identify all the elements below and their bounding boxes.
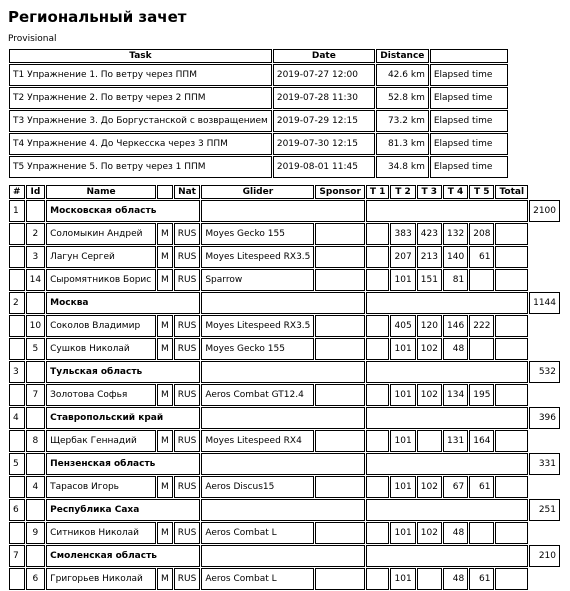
task-date: 2019-07-27 12:00 (273, 64, 375, 86)
pilot-id: 7 (26, 384, 46, 406)
pilot-sex: M (157, 476, 173, 498)
pilot-t1 (366, 384, 390, 406)
region-total: 210 (529, 545, 560, 567)
region-total: 331 (529, 453, 560, 475)
total-header: Total (495, 185, 528, 199)
task-row (9, 110, 508, 132)
pilot-sponsor (315, 476, 365, 498)
empty-cell (366, 545, 528, 567)
date-header: Date (273, 49, 375, 63)
pilot-glider: Aeros Combat L (201, 568, 314, 590)
provisional-status: Provisional (8, 34, 57, 44)
pilot-nat: RUS (174, 338, 201, 360)
pilot-glider: Aeros Discus15 (201, 476, 314, 498)
pilot-t4: 134 (443, 384, 468, 406)
pilot-t5: 222 (469, 315, 494, 337)
empty-cell (201, 292, 365, 314)
task-date: 2019-08-01 11:45 (273, 156, 375, 178)
empty-cell (26, 545, 46, 567)
task-name: T3 Упражнение 3. До Боргустанской с возвращением (9, 110, 272, 132)
pilot-sex: M (157, 246, 173, 268)
pilot-sex: M (157, 269, 173, 291)
tasks-header-row (9, 49, 508, 63)
empty-cell (26, 361, 46, 383)
empty-cell (9, 315, 25, 337)
pilot-sponsor (315, 522, 365, 544)
pilot-id: 10 (26, 315, 46, 337)
id-header: Id (26, 185, 46, 199)
pilot-sex: M (157, 430, 173, 452)
pilot-nat: RUS (174, 522, 201, 544)
task-row (9, 156, 508, 178)
pilot-t3: 102 (417, 476, 442, 498)
region-row (9, 200, 560, 222)
pilot-name: Григорьев Николай (46, 568, 156, 590)
pilot-t1 (366, 476, 390, 498)
empty-cell (201, 361, 365, 383)
pilot-row (9, 476, 560, 498)
pilot-name: Ситников Николай (46, 522, 156, 544)
task-distance: 34.8 km (376, 156, 429, 178)
pilot-t4: 48 (443, 522, 468, 544)
pilot-row (9, 315, 560, 337)
pilot-row (9, 430, 560, 452)
pilot-t1 (366, 315, 390, 337)
pilot-t5 (469, 522, 494, 544)
pilot-name: Лагун Сергей (46, 246, 156, 268)
empty-cell (26, 499, 46, 521)
task-name: T1 Упражнение 1. По ветру через ППМ (9, 64, 272, 86)
pilot-t4: 131 (443, 430, 468, 452)
pilot-sponsor (315, 223, 365, 245)
pilot-sponsor (315, 315, 365, 337)
empty-cell (9, 430, 25, 452)
page-title: Региональный зачет (8, 8, 187, 26)
empty-cell (366, 407, 528, 429)
pilot-row (9, 269, 560, 291)
pilot-t1 (366, 246, 390, 268)
region-row (9, 499, 560, 521)
pilot-row (9, 522, 560, 544)
region-rank: 4 (9, 407, 25, 429)
pilot-glider: Moyes Gecko 155 (201, 338, 314, 360)
region-total: 251 (529, 499, 560, 521)
t4-header: T 4 (443, 185, 468, 199)
t3-header: T 3 (417, 185, 442, 199)
pilot-nat: RUS (174, 223, 201, 245)
sex-header (157, 185, 173, 199)
region-row (9, 545, 560, 567)
pilot-t3: 151 (417, 269, 442, 291)
region-name: Смоленская область (46, 545, 200, 567)
empty-cell (201, 453, 365, 475)
pilot-id: 2 (26, 223, 46, 245)
type-header (430, 49, 508, 63)
t5-header: T 5 (469, 185, 494, 199)
pilot-total (495, 338, 528, 360)
pilot-nat: RUS (174, 430, 201, 452)
pilot-name: Соломыкин Андрей (46, 223, 156, 245)
pilot-row (9, 338, 560, 360)
t2-header: T 2 (390, 185, 415, 199)
pilot-name: Золотова Софья (46, 384, 156, 406)
pilot-id: 9 (26, 522, 46, 544)
task-type: Elapsed time (430, 64, 508, 86)
pilot-row (9, 223, 560, 245)
pilot-id: 5 (26, 338, 46, 360)
pilot-t5: 164 (469, 430, 494, 452)
pilot-id: 14 (26, 269, 46, 291)
task-name: T2 Упражнение 2. По ветру через 2 ППМ (9, 87, 272, 109)
pilot-id: 8 (26, 430, 46, 452)
pilot-t5 (469, 338, 494, 360)
pilot-t3: 120 (417, 315, 442, 337)
task-row (9, 133, 508, 155)
pilot-sponsor (315, 430, 365, 452)
pilot-t2: 101 (390, 430, 415, 452)
task-date: 2019-07-29 12:15 (273, 110, 375, 132)
region-name: Москва (46, 292, 200, 314)
empty-cell (366, 292, 528, 314)
task-type: Elapsed time (430, 133, 508, 155)
empty-cell (9, 246, 25, 268)
pilot-sex: M (157, 568, 173, 590)
pilot-t1 (366, 430, 390, 452)
pilot-t2: 101 (390, 476, 415, 498)
pilot-nat: RUS (174, 568, 201, 590)
task-distance: 52.8 km (376, 87, 429, 109)
region-name: Тульская область (46, 361, 200, 383)
task-type: Elapsed time (430, 110, 508, 132)
pilot-t1 (366, 338, 390, 360)
pilot-total (495, 246, 528, 268)
pilot-name: Соколов Владимир (46, 315, 156, 337)
pilot-sex: M (157, 384, 173, 406)
region-total: 532 (529, 361, 560, 383)
pilot-sex: M (157, 315, 173, 337)
t1-header: T 1 (366, 185, 390, 199)
pilot-t4: 48 (443, 568, 468, 590)
pilot-t5: 61 (469, 568, 494, 590)
task-date: 2019-07-30 12:15 (273, 133, 375, 155)
task-distance: 42.6 km (376, 64, 429, 86)
pilot-t5: 208 (469, 223, 494, 245)
empty-cell (26, 292, 46, 314)
pilot-id: 6 (26, 568, 46, 590)
pilot-total (495, 476, 528, 498)
pilot-glider: Aeros Combat L (201, 522, 314, 544)
pilot-t4: 132 (443, 223, 468, 245)
pilot-sponsor (315, 338, 365, 360)
task-header: Task (9, 49, 272, 63)
empty-cell (201, 407, 365, 429)
pilot-t3 (417, 430, 442, 452)
region-total: 2100 (529, 200, 560, 222)
pilot-nat: RUS (174, 269, 201, 291)
sponsor-header: Sponsor (315, 185, 365, 199)
empty-cell (9, 223, 25, 245)
empty-cell (26, 453, 46, 475)
task-date: 2019-07-28 11:30 (273, 87, 375, 109)
region-rank: 6 (9, 499, 25, 521)
pilot-t5 (469, 269, 494, 291)
pilot-total (495, 522, 528, 544)
pilot-t2: 101 (390, 338, 415, 360)
pilot-sponsor (315, 269, 365, 291)
pilot-sponsor (315, 568, 365, 590)
region-row (9, 361, 560, 383)
region-row (9, 453, 560, 475)
pilot-t3: 102 (417, 522, 442, 544)
pilot-sponsor (315, 246, 365, 268)
pilot-row (9, 246, 560, 268)
region-total: 396 (529, 407, 560, 429)
task-distance: 81.3 km (376, 133, 429, 155)
pilot-row (9, 384, 560, 406)
pilot-total (495, 384, 528, 406)
pilot-glider: Moyes Gecko 155 (201, 223, 314, 245)
name-header: Name (46, 185, 156, 199)
region-row (9, 292, 560, 314)
pilot-nat: RUS (174, 315, 201, 337)
pilot-t3: 213 (417, 246, 442, 268)
results-table (8, 184, 561, 591)
pilot-total (495, 223, 528, 245)
pilot-t2: 101 (390, 568, 415, 590)
task-type: Elapsed time (430, 156, 508, 178)
pilot-glider: Aeros Combat GT12.4 (201, 384, 314, 406)
pilot-glider: Sparrow (201, 269, 314, 291)
task-name: T5 Упражнение 5. По ветру через 1 ППМ (9, 156, 272, 178)
region-rank: 7 (9, 545, 25, 567)
empty-cell (201, 499, 365, 521)
pilot-t4: 140 (443, 246, 468, 268)
pilot-t4: 67 (443, 476, 468, 498)
region-name: Ставропольский край (46, 407, 200, 429)
pilot-t2: 383 (390, 223, 415, 245)
empty-cell (9, 568, 25, 590)
glider-header: Glider (201, 185, 314, 199)
region-rank: 3 (9, 361, 25, 383)
pilot-total (495, 430, 528, 452)
pilot-sex: M (157, 338, 173, 360)
region-rank: 5 (9, 453, 25, 475)
empty-cell (201, 545, 365, 567)
pilot-nat: RUS (174, 476, 201, 498)
pilot-t2: 101 (390, 522, 415, 544)
pilot-id: 4 (26, 476, 46, 498)
region-name: Московская область (46, 200, 200, 222)
pilot-nat: RUS (174, 384, 201, 406)
distance-header: Distance (376, 49, 429, 63)
pilot-glider: Moyes Litespeed RX3.5 (201, 246, 314, 268)
pilot-t1 (366, 269, 390, 291)
empty-cell (9, 338, 25, 360)
region-rank: 1 (9, 200, 25, 222)
pilot-nat: RUS (174, 246, 201, 268)
pilot-id: 3 (26, 246, 46, 268)
pilot-t2: 101 (390, 384, 415, 406)
empty-cell (201, 200, 365, 222)
pilot-t1 (366, 568, 390, 590)
results-body (9, 200, 560, 590)
pilot-t1 (366, 522, 390, 544)
pilot-t2: 101 (390, 269, 415, 291)
pilot-row (9, 568, 560, 590)
pilot-name: Тарасов Игорь (46, 476, 156, 498)
empty-cell (9, 476, 25, 498)
rank-header: # (9, 185, 25, 199)
pilot-t4: 48 (443, 338, 468, 360)
tasks-table (8, 48, 509, 179)
empty-cell (366, 361, 528, 383)
pilot-name: Щербак Геннадий (46, 430, 156, 452)
pilot-t3: 102 (417, 384, 442, 406)
pilot-total (495, 315, 528, 337)
pilot-t4: 81 (443, 269, 468, 291)
empty-cell (26, 200, 46, 222)
pilot-sex: M (157, 223, 173, 245)
results-header-row (9, 185, 560, 199)
empty-cell (9, 522, 25, 544)
empty-cell (366, 499, 528, 521)
pilot-t1 (366, 223, 390, 245)
empty-cell (366, 200, 528, 222)
pilot-total (495, 568, 528, 590)
region-name: Республика Саха (46, 499, 200, 521)
region-row (9, 407, 560, 429)
pilot-t2: 405 (390, 315, 415, 337)
pilot-t5: 61 (469, 246, 494, 268)
empty-cell (366, 453, 528, 475)
nat-header: Nat (174, 185, 201, 199)
pilot-glider: Moyes Litespeed RX3.5 (201, 315, 314, 337)
pilot-t5: 195 (469, 384, 494, 406)
pilot-t3 (417, 568, 442, 590)
task-distance: 73.2 km (376, 110, 429, 132)
empty-cell (9, 269, 25, 291)
pilot-t4: 146 (443, 315, 468, 337)
task-name: T4 Упражнение 4. До Черкесска через 3 ППМ (9, 133, 272, 155)
region-name: Пензенская область (46, 453, 200, 475)
pilot-t2: 207 (390, 246, 415, 268)
pilot-glider: Moyes Litespeed RX4 (201, 430, 314, 452)
pilot-t3: 102 (417, 338, 442, 360)
pilot-name: Сушков Николай (46, 338, 156, 360)
empty-cell (9, 384, 25, 406)
task-row (9, 87, 508, 109)
pilot-name: Сыромятников Борис (46, 269, 156, 291)
empty-cell (26, 407, 46, 429)
pilot-t5: 61 (469, 476, 494, 498)
task-row (9, 64, 508, 86)
pilot-sponsor (315, 384, 365, 406)
pilot-sex: M (157, 522, 173, 544)
region-total: 1144 (529, 292, 560, 314)
pilot-t3: 423 (417, 223, 442, 245)
region-rank: 2 (9, 292, 25, 314)
pilot-total (495, 269, 528, 291)
task-type: Elapsed time (430, 87, 508, 109)
tasks-body (9, 64, 508, 178)
